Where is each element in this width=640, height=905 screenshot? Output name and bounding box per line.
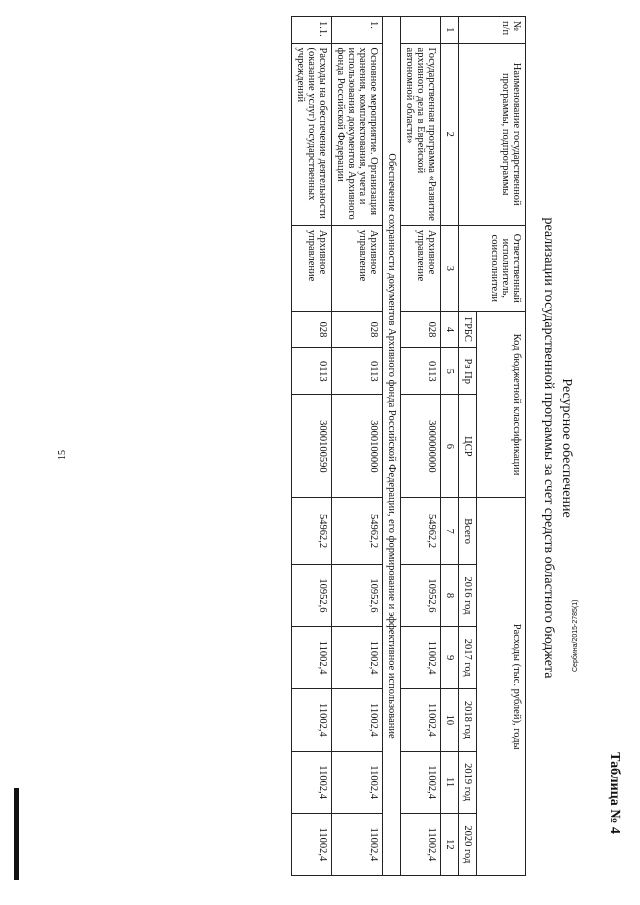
row-total: 54962,2	[332, 498, 383, 565]
row-csr: 3000000000	[401, 395, 441, 498]
col-number: 5	[441, 348, 459, 395]
col-number: 3	[441, 225, 459, 311]
col-number: 12	[441, 813, 459, 875]
row-2020: 11002,4	[401, 813, 441, 875]
row-num	[401, 17, 441, 44]
row-2017: 11002,4	[292, 627, 332, 689]
row-responsible: Архивное управление	[401, 225, 441, 311]
section-title: Обеспечение сохранности документов Архивного фонда Российской Федерации, его формирование и эффективное использование	[383, 17, 401, 876]
header-2018: 2018 год	[459, 689, 477, 751]
header-2019: 2019 год	[459, 751, 477, 813]
row-name: Государственная программа «Развитие архивного дела в Еврейской автономной области»	[401, 43, 441, 225]
row-2018: 11002,4	[401, 689, 441, 751]
page-number: 15	[57, 450, 68, 460]
row-responsible: Архивное управление	[332, 225, 383, 311]
header-expenses-group: Расходы (тыс. рублей), годы	[477, 498, 526, 876]
table-row	[292, 17, 332, 876]
header-csr: ЦСР	[459, 395, 477, 498]
header-2017: 2017 год	[459, 627, 477, 689]
col-number: 8	[441, 564, 459, 626]
title-line-2: реализации государственной программы за счет средств областного бюджета	[541, 217, 556, 679]
col-number: 9	[441, 627, 459, 689]
title-line-1: Ресурсное обеспечение	[559, 378, 574, 518]
row-2018: 11002,4	[292, 689, 332, 751]
row-rzpr: 0113	[332, 348, 383, 395]
header-2016: 2016 год	[459, 564, 477, 626]
document-stamp: Сербина/2015-2785(1)	[572, 599, 579, 672]
header-responsible: Ответственный исполнитель, соисполнители	[459, 225, 526, 311]
row-num: 1.	[332, 17, 383, 44]
header-total: Всего	[459, 498, 477, 565]
row-2019: 11002,4	[292, 751, 332, 813]
header-2020: 2020 год	[459, 813, 477, 875]
row-2016: 10952,6	[401, 564, 441, 626]
row-csr: 3000100000	[332, 395, 383, 498]
row-csr: 3000100590	[292, 395, 332, 498]
row-rzpr: 0113	[292, 348, 332, 395]
section-row	[383, 17, 401, 876]
header-grbs: ГРБС	[459, 311, 477, 347]
header-name: Наименование государственной программы, подпрограммы	[459, 43, 526, 225]
header-code-group: Код бюджетной классификации	[477, 311, 526, 498]
row-total: 54962,2	[401, 498, 441, 565]
column-numbers-row	[441, 17, 459, 876]
rotated-page-content	[147, 8, 622, 888]
row-num: 1.1.	[292, 17, 332, 44]
col-number: 4	[441, 311, 459, 347]
col-number: 10	[441, 689, 459, 751]
row-grbs: 028	[292, 311, 332, 347]
row-grbs: 028	[401, 311, 441, 347]
row-2016: 10952,6	[332, 564, 383, 626]
scan-edge-mark	[14, 788, 19, 880]
row-2016: 10952,6	[292, 564, 332, 626]
row-name: Основное мероприятие. Организация хранения, комплектования, учета и использования документов Архивного фонда Российской Федерации	[332, 43, 383, 225]
header-rzpr: Рз Пр	[459, 348, 477, 395]
row-rzpr: 0113	[401, 348, 441, 395]
row-name: Расходы на обеспечение деятельности (оказание услуг) государственных учреждений	[292, 43, 332, 225]
header-row-1	[477, 17, 526, 876]
row-2020: 11002,4	[332, 813, 383, 875]
row-2018: 11002,4	[332, 689, 383, 751]
row-responsible: Архивное управление	[292, 225, 332, 311]
row-2017: 11002,4	[401, 627, 441, 689]
resource-table	[291, 16, 526, 876]
header-num: № п/п	[459, 17, 526, 44]
row-2019: 11002,4	[401, 751, 441, 813]
row-total: 54962,2	[292, 498, 332, 565]
row-grbs: 028	[332, 311, 383, 347]
col-number: 11	[441, 751, 459, 813]
row-2020: 11002,4	[292, 813, 332, 875]
col-number: 2	[441, 43, 459, 225]
row-2017: 11002,4	[332, 627, 383, 689]
row-2019: 11002,4	[332, 751, 383, 813]
table-label: Таблица № 4	[607, 752, 622, 834]
col-number: 1	[441, 17, 459, 44]
col-number: 6	[441, 395, 459, 498]
table-row	[332, 17, 383, 876]
col-number: 7	[441, 498, 459, 565]
table-row	[401, 17, 441, 876]
